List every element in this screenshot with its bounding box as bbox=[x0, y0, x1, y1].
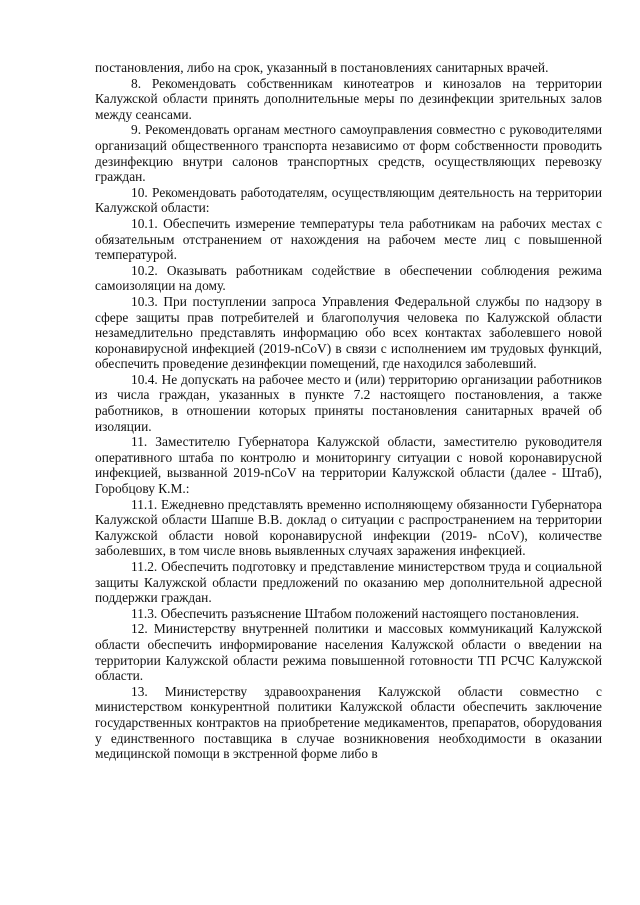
paragraph-12: 12. Министерству внутренней политики и массовых коммуникаций Калужской области обеспечить информирование населения Калужской области о введении на территории Калужской области режима повышенной готовности ТП РСЧС Калужской области. bbox=[95, 621, 602, 684]
paragraph-9: 9. Рекомендовать органам местного самоуправления совместно с руководителями организаций общественного транспорта независимо от форм собственности проводить дезинфекцию внутри салонов транспортных средств, осуществляющих перевозку граждан. bbox=[95, 122, 602, 185]
paragraph-continuation: постановления, либо на срок, указанный в постановлениях санитарных врачей. bbox=[95, 60, 549, 75]
paragraph-13: 13. Министерству здравоохранения Калужской области совместно с министерством конкурентной политики Калужской области обеспечить заключение государственных контрактов на приобретение медикаментов, препаратов, оборудования у единственного поставщика в случае возникновения необходимости в оказании медицинской помощи в экстренной форме либо в bbox=[95, 683, 602, 762]
paragraph-10-2: 10.2. Оказывать работникам содействие в обеспечении соблюдения режима самоизоляции на дому. bbox=[95, 262, 602, 294]
document-body bbox=[95, 60, 602, 762]
paragraph-10-3: 10.3. При поступлении запроса Управления Федеральной службы по надзору в сфере защиты прав потребителей и благополучия человека по Калужской области незамедлительно представлять информацию обо всех контактах заболевшего новой коронавирусной инфекцией (2019-nCoV) в связи с исполнением им трудовых функций, обеспечить проведение дезинфекции помещений, где находился заболевший. bbox=[95, 293, 602, 372]
paragraph-10-1: 10.1. Обеспечить измерение температуры тела работникам на рабочих местах с обязательным отстранением от нахождения на рабочем месте лиц с повышенной температурой. bbox=[95, 215, 602, 263]
paragraph-11-3: 11.3. Обеспечить разъяснение Штабом положений настоящего постановления. bbox=[131, 605, 580, 621]
paragraph-11: 11. Заместителю Губернатора Калужской области, заместителю руководителя оперативного штаба по контролю и мониторингу ситуации с новой коронавирусной инфекцией, вызванной 2019-nCoV на территории Калужской области (далее - Штаб), Горобцову К.М.: bbox=[95, 434, 602, 497]
paragraph-8: 8. Рекомендовать собственникам кинотеатров и кинозалов на территории Калужской области принять дополнительные меры по дезинфекции зрительных залов между сеансами. bbox=[95, 75, 602, 122]
paragraph-10-4: 10.4. Не допускать на рабочее место и (или) территорию организации работников из числа граждан, указанных в пункте 7.2 настоящего постановления, а также работников, в отношении которых приняты постановления санитарных врачей об изоляции. bbox=[95, 371, 602, 434]
paragraph-11-1: 11.1. Ежедневно представлять временно исполняющему обязанности Губернатора Калужской области Шапше В.В. доклад о ситуации с распространением на территории Калужской области новой коронавирусной инфекции (2019- nCoV), количестве заболевших, в том числе вновь выявленных случаях заражения инфекцией. bbox=[95, 496, 602, 559]
paragraph-10: 10. Рекомендовать работодателям, осуществляющим деятельность на территории Калужской области: bbox=[95, 184, 602, 216]
paragraph-11-2: 11.2. Обеспечить подготовку и представление министерством труда и социальной защиты Калужской области предложений по оказанию мер дополнительной адресной поддержки граждан. bbox=[95, 559, 602, 606]
